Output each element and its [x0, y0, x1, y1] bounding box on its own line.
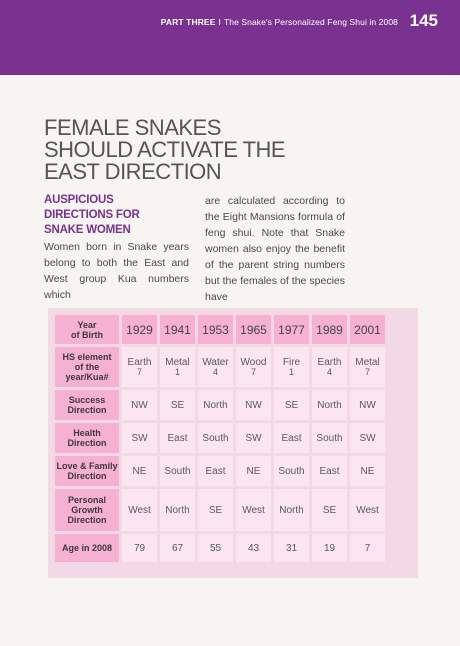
label-line: Love & Family	[56, 461, 118, 471]
health-cell: SW	[350, 423, 385, 453]
running-header	[161, 17, 398, 27]
element-name: Water	[202, 356, 229, 368]
success-cell: SE	[274, 390, 309, 420]
label-line: Success	[68, 395, 106, 405]
love-cell: East	[198, 456, 233, 486]
section-subheading	[44, 193, 189, 238]
kua-number: 7	[136, 366, 142, 377]
header-separator: I	[218, 17, 221, 27]
element-cell	[198, 347, 233, 387]
title-line: FEMALE SNAKES	[44, 115, 221, 140]
element-cell	[160, 347, 195, 387]
label-line: Direction	[67, 515, 107, 525]
element-cell	[122, 347, 157, 387]
success-cell: NW	[236, 390, 271, 420]
year-cell: 1929	[122, 315, 157, 344]
kua-number: 7	[250, 366, 256, 377]
table-row-health	[55, 423, 385, 453]
row-label-year	[55, 315, 119, 344]
kua-number: 1	[288, 366, 294, 377]
subhead-line: AUSPICIOUS	[44, 194, 114, 206]
row-label-love	[55, 456, 119, 486]
year-cell: 1953	[198, 315, 233, 344]
love-cell: NE	[236, 456, 271, 486]
label-line: Health	[73, 428, 101, 438]
table-row-success	[55, 390, 385, 420]
year-cell: 1977	[274, 315, 309, 344]
label-line: year/Kua#	[65, 372, 109, 382]
row-label-success	[55, 390, 119, 420]
kua-number: 4	[326, 366, 332, 377]
subhead-line: DIRECTIONS FOR	[44, 209, 140, 221]
directions-table-panel	[48, 308, 418, 578]
growth-cell: West	[350, 489, 385, 531]
text-column-right	[205, 193, 345, 305]
directions-table	[52, 312, 388, 565]
success-cell: NW	[122, 390, 157, 420]
label-line: of Birth	[71, 329, 103, 340]
body-paragraph-left: Women born in Snake years belong to both the East and West group Kua numbers which	[44, 241, 189, 301]
title-line: EAST DIRECTION	[44, 159, 222, 184]
label-line: Growth	[71, 505, 103, 515]
page-number: 145	[409, 11, 438, 30]
love-cell: East	[312, 456, 347, 486]
element-name: Fire	[282, 356, 301, 368]
label-line: Year	[77, 319, 97, 330]
element-name: Metal	[355, 356, 380, 368]
subhead-line: SNAKE WOMEN	[44, 224, 131, 236]
age-cell: 55	[198, 534, 233, 562]
element-name: Earth	[317, 356, 342, 368]
health-cell: SW	[122, 423, 157, 453]
title-line: SHOULD ACTIVATE THE	[44, 137, 286, 162]
love-cell: NE	[122, 456, 157, 486]
table-row-love	[55, 456, 385, 486]
text-column-left	[44, 193, 189, 303]
year-cell: 1941	[160, 315, 195, 344]
growth-cell: West	[122, 489, 157, 531]
growth-cell: SE	[198, 489, 233, 531]
table-row-growth	[55, 489, 385, 531]
health-cell: East	[160, 423, 195, 453]
growth-cell: North	[274, 489, 309, 531]
label-line: Direction	[67, 471, 107, 481]
growth-cell: North	[160, 489, 195, 531]
health-cell: SW	[236, 423, 271, 453]
age-cell: 7	[350, 534, 385, 562]
row-label-element	[55, 347, 119, 387]
element-cell	[312, 347, 347, 387]
table-row-element	[55, 347, 385, 387]
label-line: HS element	[62, 352, 112, 362]
header-band	[0, 0, 460, 75]
part-label: PART THREE	[160, 17, 216, 27]
label-line: Direction	[67, 405, 107, 415]
year-cell: 1965	[236, 315, 271, 344]
growth-cell: West	[236, 489, 271, 531]
growth-cell: SE	[312, 489, 347, 531]
age-cell: 19	[312, 534, 347, 562]
love-cell: NE	[350, 456, 385, 486]
body-paragraph-right: are calculated according to the Eight Mansions formula of feng shui. Note that Snake women also enjoy the benefit of the parent string numbers but the females of the species have	[205, 195, 345, 303]
age-cell: 31	[274, 534, 309, 562]
age-cell: 43	[236, 534, 271, 562]
success-cell: North	[198, 390, 233, 420]
element-cell	[236, 347, 271, 387]
page-title	[44, 117, 424, 183]
element-name: Wood	[240, 356, 267, 368]
love-cell: South	[274, 456, 309, 486]
success-cell: North	[312, 390, 347, 420]
success-cell: NW	[350, 390, 385, 420]
health-cell: South	[312, 423, 347, 453]
health-cell: South	[198, 423, 233, 453]
table-row-age	[55, 534, 385, 562]
health-cell: East	[274, 423, 309, 453]
label-line: Age in 2008	[61, 543, 113, 553]
love-cell: South	[160, 456, 195, 486]
year-cell: 1989	[312, 315, 347, 344]
row-label-growth	[55, 489, 119, 531]
age-cell: 67	[160, 534, 195, 562]
element-cell	[274, 347, 309, 387]
kua-number: 1	[174, 366, 180, 377]
element-cell	[350, 347, 385, 387]
table-row-year	[55, 315, 385, 344]
element-name: Metal	[165, 356, 190, 368]
kua-number: 4	[212, 366, 218, 377]
kua-number: 7	[364, 366, 370, 377]
age-cell: 79	[122, 534, 157, 562]
label-line: Direction	[67, 438, 107, 448]
year-cell: 2001	[350, 315, 385, 344]
row-label-age	[55, 534, 119, 562]
label-line: Personal	[67, 495, 107, 505]
chapter-subtitle: The Snake's Personalized Feng Shui in 2008	[223, 17, 398, 27]
success-cell: SE	[160, 390, 195, 420]
label-line: of the	[74, 362, 100, 372]
element-name: Earth	[127, 356, 152, 368]
row-label-health	[55, 423, 119, 453]
